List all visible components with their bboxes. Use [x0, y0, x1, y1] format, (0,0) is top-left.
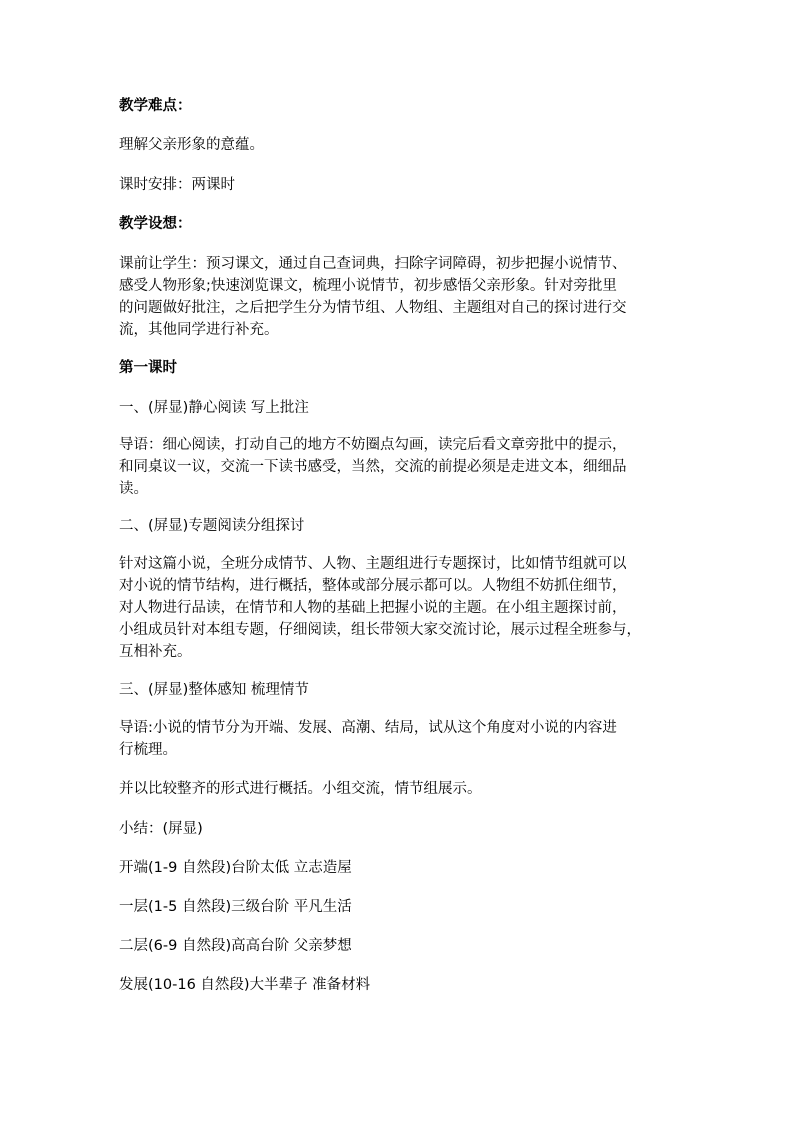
heading-first-lesson: 第一课时 [119, 360, 177, 376]
text-line: 流，其他同学进行补充。 [119, 322, 279, 338]
paragraph-summary-label: 小结：(屏显) [119, 821, 203, 837]
text-line: 行梳理。 [119, 742, 177, 758]
paragraph-summary-form: 并以比较整齐的形式进行概括。小组交流，情节组展示。 [119, 781, 482, 797]
section-one-title: 一、(屏显)静心阅读 写上批注 [119, 400, 309, 416]
paragraph-difficulty-content: 理解父亲形象的意蕴。 [119, 137, 264, 153]
text-line: 针对这篇小说，全班分成情节、人物、主题组进行专题探讨，比如情节组就可以 [119, 556, 627, 572]
text-line: 小组成员针对本组专题，仔细阅读，组长带领大家交流讨论，展示过程全班参与， [119, 622, 641, 638]
text-line: 和同桌议一议，交流一下读书感受，当然，交流的前提必须是走进文本，细细品 [119, 459, 627, 475]
section-three-title: 三、(屏显)整体感知 梳理情节 [119, 682, 309, 698]
text-line: 感受人物形象;快速浏览课文，梳理小说情节，初步感悟父亲形象。针对旁批里 [119, 278, 617, 294]
paragraph-guide-one [119, 434, 679, 500]
plot-item-layer-two: 二层(6-9 自然段)高高台阶 父亲梦想 [119, 938, 352, 954]
text-line: 互相补充。 [119, 644, 192, 660]
plot-item-opening: 开端(1-9 自然段)台阶太低 立志造屋 [119, 860, 352, 876]
text-line: 的问题做好批注，之后把学生分为情节组、人物组、主题组对自己的探讨进行交 [119, 300, 627, 316]
text-line: 读。 [119, 481, 148, 497]
plot-item-layer-one: 一层(1-5 自然段)三级台阶 平凡生活 [119, 899, 352, 915]
paragraph-group-discussion [119, 553, 679, 663]
heading-teaching-plan: 教学设想： [119, 216, 192, 232]
paragraph-preclass [119, 253, 679, 341]
text-line: 课前让学生：预习课文，通过自己查词典，扫除字词障碍，初步把握小说情节、 [119, 256, 627, 272]
paragraph-schedule: 课时安排：两课时 [119, 177, 235, 193]
paragraph-guide-three [119, 717, 679, 761]
heading-teaching-difficulty: 教学难点： [119, 98, 192, 114]
section-two-title: 二、(屏显)专题阅读分组探讨 [119, 518, 305, 534]
text-line: 导语：细心阅读，打动自己的地方不妨圈点勾画，读完后看文章旁批中的提示， [119, 437, 627, 453]
text-line: 对人物进行品读，在情节和人物的基础上把握小说的主题。在小组主题探讨前， [119, 600, 627, 616]
plot-item-development: 发展(10-16 自然段)大半辈子 准备材料 [119, 977, 371, 993]
text-line: 对小说的情节结构，进行概括，整体或部分展示都可以。人物组不妨抓住细节， [119, 578, 627, 594]
text-line: 导语:小说的情节分为开端、发展、高潮、结局，试从这个角度对小说的内容进 [119, 720, 617, 736]
